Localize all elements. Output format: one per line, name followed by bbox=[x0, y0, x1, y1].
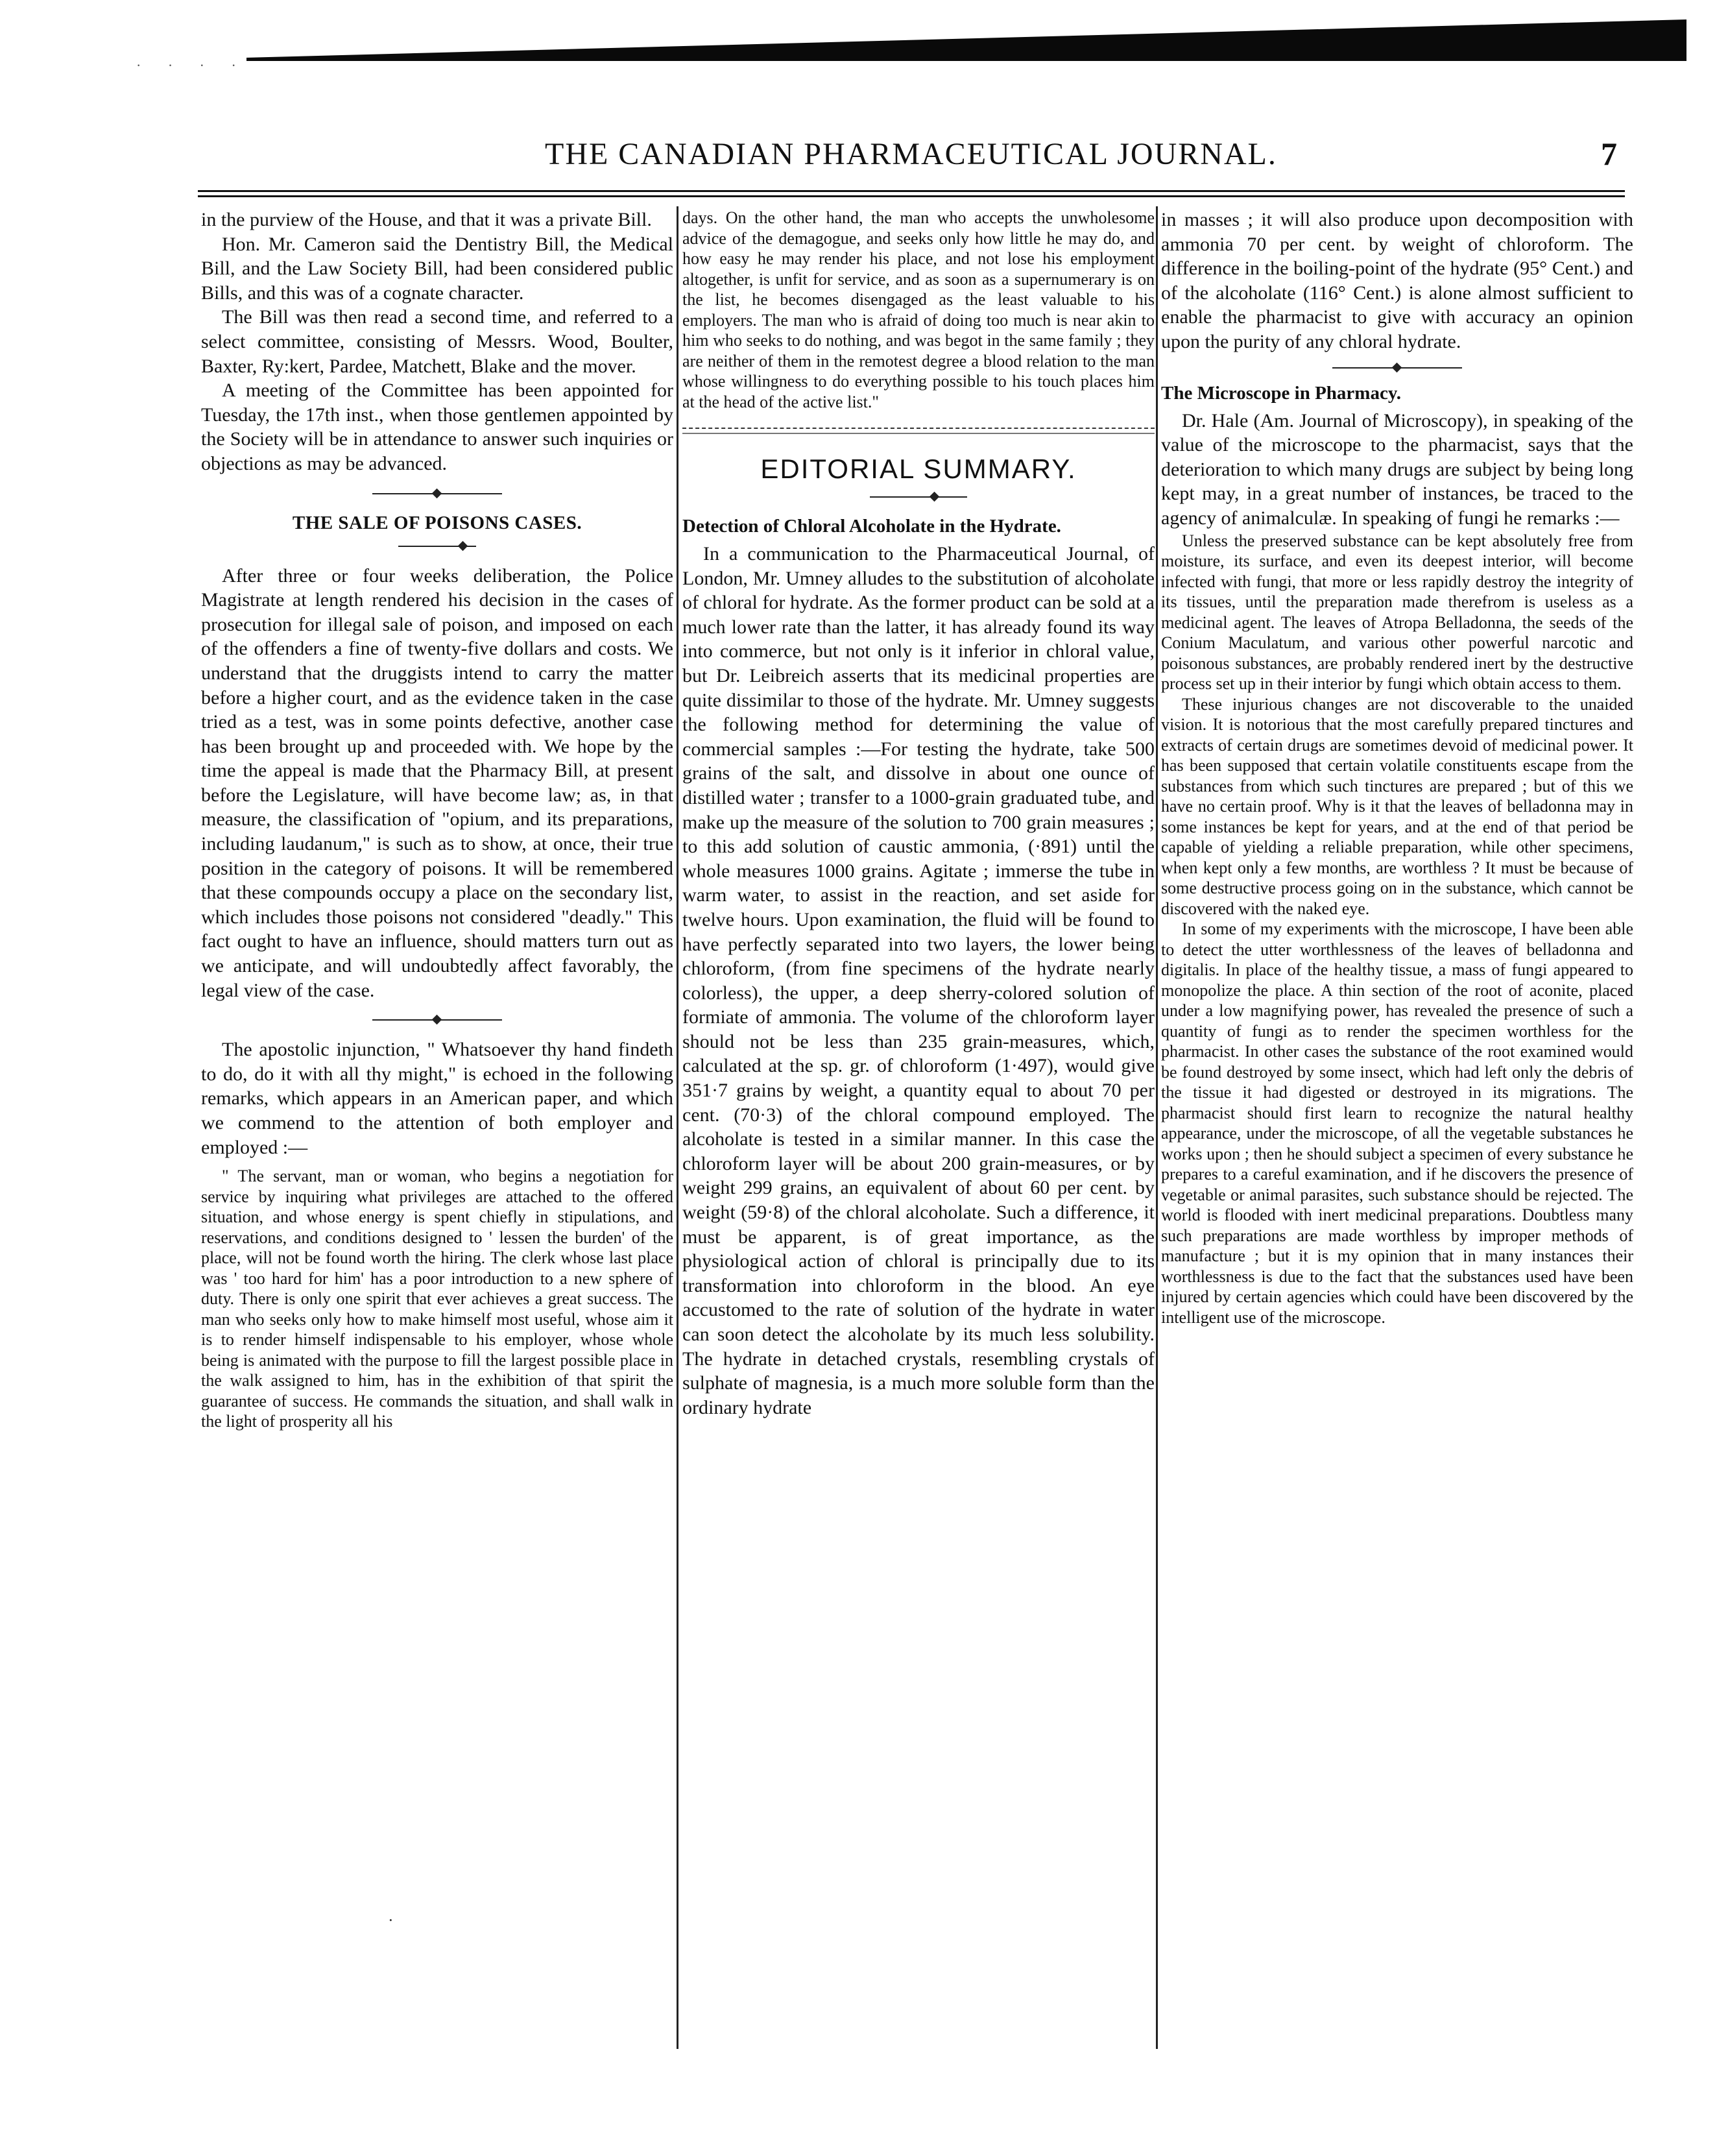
section-separator bbox=[372, 493, 502, 494]
margin-specks: · · · · bbox=[136, 57, 248, 73]
section-rule bbox=[682, 428, 1155, 434]
paragraph: Hon. Mr. Cameron said the Dentistry Bill, the Medical Bill, and the Law Society Bill, had been considered public Bills, and this was of a cognate character. bbox=[201, 233, 673, 304]
editorial-summary-heading: EDITORIAL SUMMARY. bbox=[760, 454, 1077, 484]
column-middle bbox=[682, 208, 1155, 1420]
paragraph: Dr. Hale (Am. Journal of Microscopy), in speaking of the value of the microscope to the pharmacist, says that the deterioration to which many drugs are subject by being long kept may, in a great number of instances, be traced to the agency of animalculæ. In speaking of fungi he remarks :— bbox=[1161, 409, 1633, 529]
quoted-paragraph: Unless the preserved substance can be kept absolutely free from moisture, its surface, and even its deepest interior, will become infected with fungi, that more or less rapidly destroy the integrity of its tissues, until the preparation made therefrom is useless as a medicinal agent. The leaves of Atropa Belladonna, the seeds of the Conium Maculatum, and various other powerful narcotic and poisonous substances, are probably rendered inert by the destructive process set up in their interior by fungi which obtain access to them. bbox=[1161, 531, 1633, 694]
column-left bbox=[201, 208, 673, 1432]
running-header-title: THE CANADIAN PHARMACEUTICAL JOURNAL. bbox=[545, 137, 1277, 171]
column-divider-right bbox=[1156, 206, 1158, 2049]
section-heading: THE SALE OF POISONS CASES. bbox=[292, 512, 582, 533]
column-right bbox=[1161, 208, 1633, 1327]
header-rule-lower bbox=[198, 195, 1625, 197]
article-subheading: Detection of Chloral Alcoholate in the Hydrate. bbox=[682, 516, 1061, 537]
paragraph: In a communication to the Pharmaceutical Journal, of London, Mr. Umney alludes to the substitution of alcoholate of chloral for hydrate. As the former product can be sold at a much lower rate than the latter, it has already found its way into commerce, but not only is it inferior in chloral value, but Dr. Leibreich asserts that its medicinal properties are quite dissimilar to those of the hydrate. Mr. Umney suggests the following method for determining the value of commercial samples :—For testing the hydrate, take 500 grains of the salt, and dissolve in about one ounce of distilled water ; transfer to a 1000-grain graduated tube, and make up the measure of the solution to 700 grain measures ; to this add solution of caustic ammonia, (·891) until the whole measures 1000 grains. Agitate ; immerse the tube in warm water, to assist in the reaction, and set aside for twelve hours. Upon examination, the fluid will be found to have perfectly separated into two layers, the lower being chloroform, (from fine specimens of the hydrate nearly colorless), the upper, a deep sherry-colored solution of formiate of ammonia. The volume of the chloroform layer should not be less than 235 grain-measures, which, calculated at the sp. gr. of chloroform (1·497), would give 351·7 grains by weight, a quantity equal to about 70 per cent. (70·3) of the chloral compound employed. The alcoholate is tested in a similar manner. In this case the chloroform layer will be about 200 grain-measures, or by weight 299 grains, an equivalent of about 60 per cent. by weight (59·8) of the chloral alcoholate. Such a difference, it must be apparent, is of great importance, as the physiological action of chloral is principally due to its transformation into chloroform in the blood. An eye accustomed to the rate of solution of the hydrate in water can soon detect the alcoholate by its much less solubility. The hydrate in detached crystals, resembling crystals of sulphate of magnesia, is a much more soluble form than the ordinary hydrate bbox=[682, 543, 1155, 1418]
paragraph: The Bill was then read a second time, and referred to a select committee, consisting of Messrs. Wood, Boulter, Baxter, Ry:kert, Pardee, Matchett, Blake and the mover. bbox=[201, 306, 673, 377]
top-black-rule bbox=[246, 19, 1686, 61]
paragraph: A meeting of the Committee has been appointed for Tuesday, the 17th inst., when those gentlemen appointed by the Society will be in attendance to answer such inquiries or objections as may be advanced. bbox=[201, 380, 673, 474]
paragraph: After three or four weeks deliberation, the Police Magistrate at length rendered his decision in the cases of prosecution for illegal sale of poison, and imposed on each of the offenders a fine of twenty-five dollars and costs. We understand that the druggists intend to carry the matter before a higher court, and as the evidence taken in the case tried as a test, was in some points defective, another case has been brought up and proceeded with. We hope by the time the appeal is made that the Pharmacy Bill, at present before the Legislature, will have become law; as, in that measure, the classification of "opium, and its preparations, including laudanum," is such as to show, at once, their true position in the category of poisons. It will be remembered that these compounds occupy a place on the secondary list, which includes those poisons not considered "deadly." This fact ought to have an influence, should matters turn out as we anticipate, and will undoubtedly affect favorably, the legal view of the case. bbox=[201, 564, 673, 1001]
paragraph: in masses ; it will also produce upon decomposition with ammonia 70 per cent. by weight of chloroform. The difference in the boiling-point of the hydrate (95° Cent.) and of the alcoholate (116° Cent.) is alone almost sufficient to enable the pharmacist to give with accuracy an opinion upon the purity of any chloral hydrate. bbox=[1161, 209, 1633, 352]
article-subheading: The Microscope in Pharmacy. bbox=[1161, 382, 1401, 404]
paragraph: in the purview of the House, and that it was a private Bill. bbox=[201, 209, 652, 230]
quoted-paragraph: In some of my experiments with the microscope, I have been able to detect the utter worthlessness of the leaves of belladonna and digitalis. In place of the healthy tissue, a mass of fungi appeared to monopolize the place. A thin section of the root of aconite, placed under a low magnifying power, has revealed the presence of such a quantity of fungi as to render the specimen worthless for the pharmacist. In other cases the substance of the root examined would be found destroyed by some insect, which had left only the debris of the tissue it had digested or destroyed in its migrations. The pharmacist should first learn to recognize the natural healthy appearance, under the microscope, of all the vegetable substances he works upon ; then he should subject a specimen of every substance he prepares to a careful examination, and if he discovers the presence of vegetable or animal parasites, such substance should be rejected. The world is flooded with inert medicinal preparations. Doubtless many such preparations are made worthless by improper methods of manufacture ; but it is my opinion that in many instances their worthlessness is due to the fact that the substances used have been injured by certain agencies which could have been discovered by the intelligent use of the microscope. bbox=[1161, 919, 1633, 1327]
paragraph: The apostolic injunction, " Whatsoever thy hand findeth to do, do it with all thy might," is echoed in the following remarks, which appears in an American paper, and which we commend to the attention of both employer and employed :— bbox=[201, 1039, 673, 1158]
page-number: 7 bbox=[1601, 136, 1617, 172]
heading-underline bbox=[870, 496, 967, 498]
section-separator bbox=[372, 1019, 502, 1021]
section-separator bbox=[1332, 367, 1462, 369]
quoted-paragraph: days. On the other hand, the man who accepts the unwholesome advice of the demagogue, and seeks only how little he may do, and how easy he may render his place, and not lose his employment altogether, is unfit for service, and as soon as a supernumerary is on the list, he becomes disengaged as the least valuable to his employers. The man who is afraid of doing too much is near akin to him who seeks to do nothing, and was begot in the same family ; they are neither of them in the remotest degree a blood relation to the man whose willingness to do everything possible to his touch places him at the head of the active list." bbox=[682, 208, 1155, 411]
heading-underline bbox=[398, 546, 476, 547]
quoted-paragraph: These injurious changes are not discoverable to the unaided vision. It is notorious that the most carefully prepared tinctures and extracts of certain drugs are sometimes devoid of medicinal power. It has been supposed that certain volatile constituents escape from the substances from which such tinctures are prepared ; but of this we have no certain proof. Why is it that the leaves of belladonna may in some instances be kept for years, and at the end of that period be capable of yielding a reliable preparation, while other specimens, when kept only a few months, are worthless ? It must be because of some destructive process going on in the substance, which cannot be discovered with the naked eye. bbox=[1161, 694, 1633, 918]
header-rule-upper bbox=[198, 190, 1625, 192]
column-divider-left bbox=[677, 206, 678, 2049]
quoted-paragraph: " The servant, man or woman, who begins a negotiation for service by inquiring what privileges are attached to the offered situation, and whose energy is spent chiefly in stipulations, and reservations, and conditions designed to ' lessen the burden' of the place, will not be found worth the hiring. The clerk whose last place was ' too hard for him' has a poor introduction to a new sphere of duty. There is only one spirit that ever achieves a great success. The man who seeks only how to make himself most useful, whose aim it is to render himself indispensable to his employer, whose whole being is animated with the purpose to fill the largest possible place in the walk assigned to him, has in the exhibition of that spirit the guarantee of success. He commands the situation, and shall walk in the light of prosperity all his bbox=[201, 1167, 673, 1431]
margin-speck: · bbox=[388, 1911, 394, 1930]
